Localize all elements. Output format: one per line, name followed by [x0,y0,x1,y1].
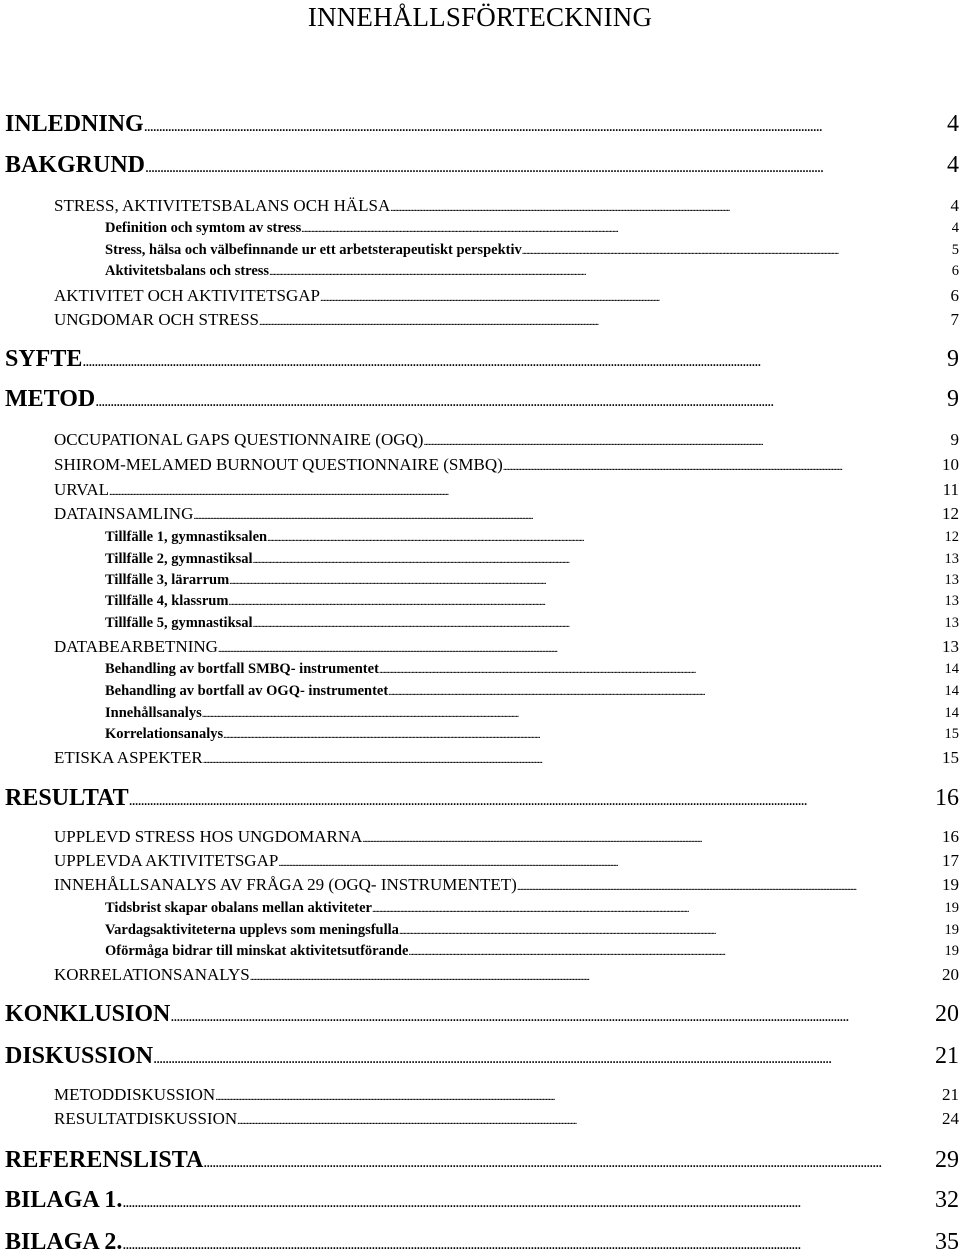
toc-entry-page-number: 11 [942,480,959,499]
toc-entry-page-number: 21 [942,1085,959,1104]
toc-entry[interactable] [105,898,959,918]
dot-leader [228,593,944,611]
toc-entry-label: Innehållsanalys [105,705,202,721]
toc-entry[interactable] [105,703,959,723]
toc-entry-page-number: 9 [950,430,959,449]
dot-leader [517,876,942,896]
dot-leader [399,922,945,940]
dot-leader [301,220,951,238]
toc-entry-page-number: 21 [935,1043,959,1069]
toc-entry-page-number: 4 [951,220,959,236]
dot-leader [202,705,945,723]
dot-leader [109,481,943,501]
toc-entry-label: Tillfälle 3, lärarrum [105,572,230,588]
toc-entry[interactable] [54,429,959,451]
toc-entry-label: Behandling av bortfall av OGQ- instrumentet [105,683,389,699]
toc-entry[interactable] [54,285,959,307]
toc-entry-label: UPPLEVDA AKTIVITETSGAP [54,851,279,870]
toc-entry[interactable] [54,195,959,217]
toc-entry[interactable] [5,1227,959,1257]
toc-entry[interactable] [54,874,959,896]
dot-leader [203,1148,935,1175]
toc-entry[interactable] [105,941,959,961]
toc-entry[interactable] [105,920,959,940]
toc-entry-label: URVAL [54,480,110,499]
toc-entry-label: AKTIVITET OCH AKTIVITETSGAP [54,286,320,305]
dot-leader [522,242,952,260]
dot-leader [203,749,942,769]
toc-entry[interactable] [105,591,959,611]
toc-entry-page-number: 4 [947,152,959,178]
dot-leader [269,263,952,281]
dot-leader [278,852,942,872]
toc-entry-page-number: 29 [935,1147,959,1173]
dot-leader [223,726,944,744]
toc-entry-page-number: 19 [944,922,959,938]
dot-leader [250,966,942,986]
toc-entry-page-number: 9 [947,386,959,412]
toc-entry-label: DATAINSAMLING [54,504,194,523]
toc-entry-label: METOD [5,386,96,412]
toc-entry-page-number: 14 [944,683,959,699]
toc-entry[interactable] [105,613,959,633]
toc-entry[interactable] [54,503,959,525]
toc-entry-label: RESULTATDISKUSSION [54,1109,238,1128]
toc-entry-page-number: 13 [944,593,959,609]
toc-entry-page-number: 9 [947,346,959,372]
toc-entry-label: Tillfälle 1, gymnastiksalen [105,529,268,545]
toc-entry-label: RESULTAT [5,785,129,811]
toc-entry-label: KORRELATIONSANALYS [54,965,250,984]
toc-entry[interactable] [54,1108,959,1130]
dot-leader [320,287,951,307]
toc-entry[interactable] [5,1145,959,1175]
dot-leader [122,1188,935,1215]
toc-entry-page-number: 4 [950,196,959,215]
toc-entry-label: KONKLUSION [5,1001,171,1027]
toc-entry[interactable] [54,747,959,769]
toc-entry-page-number: 15 [942,748,959,767]
dot-leader [503,456,942,476]
dot-leader [129,786,935,813]
dot-leader [388,683,944,701]
toc-entry-label: Stress, hälsa och välbefinnande ur ett arbetsterapeutiskt perspektiv [105,242,522,258]
dot-leader [218,638,942,658]
toc-entry-page-number: 4 [947,111,959,137]
toc-entry[interactable] [54,964,959,986]
toc-entry[interactable] [5,150,959,180]
toc-entry[interactable] [5,1185,959,1215]
toc-entry-page-number: 14 [944,705,959,721]
toc-entry-page-number: 5 [951,242,959,258]
dot-leader [267,529,944,547]
toc-entry-label: Vardagsaktiviteterna upplevs som meningsfulla [105,922,399,938]
toc-entry[interactable] [105,570,959,590]
toc-entry-page-number: 32 [935,1187,959,1213]
toc-entry-label: Tillfälle 4, klassrum [105,593,229,609]
toc-entry[interactable] [5,783,959,813]
toc-entry-label: Aktivitetsbalans och stress [105,263,270,279]
toc-entry-page-number: 13 [944,551,959,567]
toc-entry-page-number: 6 [951,263,959,279]
dot-leader [253,551,945,569]
toc-entry-page-number: 17 [942,851,959,870]
toc-entry-label: DISKUSSION [5,1043,154,1069]
toc-entry-label: Definition och symtom av stress [105,220,302,236]
toc-entry-label: Tidsbrist skapar obalans mellan aktiviteter [105,900,372,916]
toc-entry[interactable] [105,218,959,238]
toc-entry-page-number: 13 [942,637,959,656]
toc-entry-page-number: 15 [944,726,959,742]
toc-entry[interactable] [54,826,959,848]
dot-leader [372,900,945,918]
toc-entry[interactable] [5,109,959,139]
toc-entry-label: SYFTE [5,346,83,372]
toc-entry-page-number: 6 [950,286,959,305]
dot-leader [193,505,942,525]
toc-entry[interactable] [105,681,959,701]
dot-leader [237,1110,942,1130]
toc-entry-label: Tillfälle 5, gymnastiksal [105,615,253,631]
dot-leader [259,311,951,331]
dot-leader [390,197,950,217]
toc-entry-page-number: 13 [944,615,959,631]
toc-entry-label: METODDISKUSSION [54,1085,216,1104]
toc-entry-label: UNGDOMAR OCH STRESS [54,310,259,329]
toc-entry-label: Oförmåga bidrar till minskat aktivitetsutförande [105,943,409,959]
toc-entry-label: Behandling av bortfall SMBQ- instrumentet [105,661,379,677]
toc-entry-label: ETISKA ASPEKTER [54,748,203,767]
toc-entry[interactable] [105,659,959,679]
toc-entry-label: Tillfälle 2, gymnastiksal [105,551,253,567]
toc-entry-page-number: 12 [942,504,959,523]
toc-entry-page-number: 14 [944,661,959,677]
toc-entry[interactable] [5,999,959,1029]
dot-leader [82,347,947,374]
toc-entry[interactable] [105,724,959,744]
toc-entry-page-number: 19 [944,900,959,916]
toc-entry-page-number: 12 [944,529,959,545]
toc-entry-page-number: 20 [935,1001,959,1027]
dot-leader [95,387,947,414]
toc-entry-page-number: 13 [944,572,959,588]
toc-entry[interactable] [105,549,959,569]
dot-leader [145,153,947,180]
toc-entry[interactable] [54,479,959,501]
toc-entry-label: UPPLEVD STRESS HOS UNGDOMARNA [54,827,363,846]
toc-entry[interactable] [5,384,959,414]
toc-entry-page-number: 20 [942,965,959,984]
toc-entry[interactable] [5,1041,959,1071]
toc-entry[interactable] [105,240,959,260]
toc-entry-label: INLEDNING [5,111,144,137]
dot-leader [253,615,945,633]
toc-entry[interactable] [105,261,959,281]
toc-entry[interactable] [54,850,959,872]
toc-entry-label: BILAGA 2. [5,1229,123,1255]
toc-entry-label: BILAGA 1. [5,1187,123,1213]
toc-entry[interactable] [54,1084,959,1106]
toc-entry-page-number: 19 [942,875,959,894]
toc-entry[interactable] [54,636,959,658]
dot-leader [408,943,944,961]
dot-leader [170,1002,935,1029]
toc-entry-label: OCCUPATIONAL GAPS QUESTIONNAIRE (OGQ) [54,430,424,449]
toc-entry-label: BAKGRUND [5,152,146,178]
toc-entry-page-number: 35 [935,1229,959,1255]
dot-leader [379,661,945,679]
toc-entry[interactable] [5,344,959,374]
toc-entry[interactable] [54,309,959,331]
toc-entry-label: Korrelationsanalys [105,726,224,742]
dot-leader [144,112,947,139]
toc-entry[interactable] [54,454,959,476]
toc-entry-page-number: 7 [950,310,959,329]
toc-entry-page-number: 10 [942,455,959,474]
dot-leader [362,828,942,848]
dot-leader [229,572,944,590]
toc-entry-page-number: 19 [944,943,959,959]
toc-entry-label: STRESS, AKTIVITETSBALANS OCH HÄLSA [54,196,391,215]
toc-entry-label: INNEHÅLLSANALYS AV FRÅGA 29 (OGQ- INSTRUMENTET) [54,875,517,894]
toc-entry-page-number: 16 [942,827,959,846]
toc-entry[interactable] [105,527,959,547]
toc-entry-page-number: 24 [942,1109,959,1128]
dot-leader [122,1230,935,1257]
dot-leader [153,1044,935,1071]
toc-entry-label: REFERENSLISTA [5,1147,204,1173]
dot-leader [215,1086,942,1106]
toc-entry-label: DATABEARBETNING [54,637,218,656]
toc-entry-label: SHIROM-MELAMED BURNOUT QUESTIONNAIRE (SMBQ) [54,455,503,474]
page-title: INNEHÅLLSFÖRTECKNING [307,2,653,32]
toc-entry-page-number: 16 [935,785,959,811]
dot-leader [423,431,950,451]
